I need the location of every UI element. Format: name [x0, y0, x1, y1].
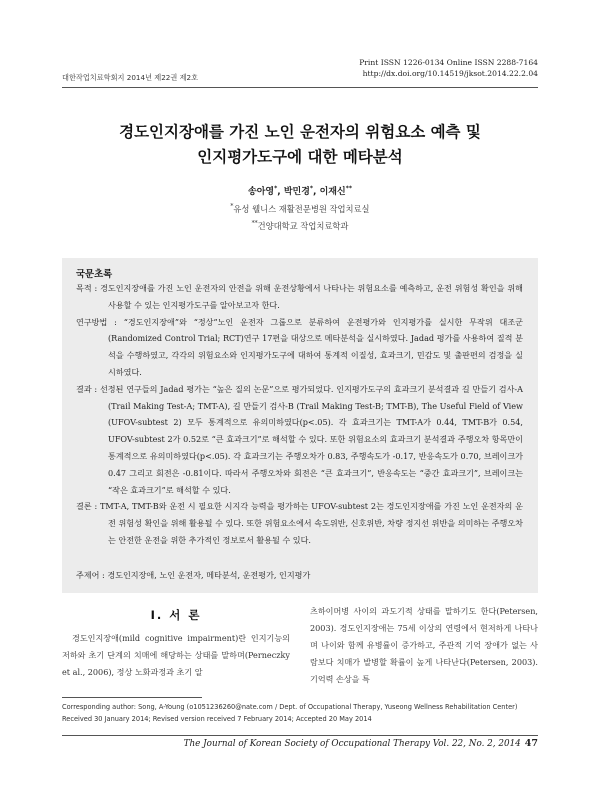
- abstract-methods: 연구방법 : “경도인지장애”와 “정상”노인 운전자 그룹으로 분류하여 운전평가와 인지평가를 실시한 무작위 대조군(Randomized Control Trial; RCT)연구 17편을 대상으로 메타분석을 실시하였다. Jadad 평가를 사용하여 질적 분석을 수행하였고, 각각의 위험요소와 인지평가도구에 대하여 통계적 이질성, 효과크기, 민감도 및 출판편의 검정을 실시하였다.: [76, 316, 523, 377]
- abstract-heading: 국문초록: [76, 269, 113, 280]
- issn-doi-block: [359, 57, 538, 79]
- author-list: [0, 184, 600, 197]
- page-number: 47: [524, 738, 538, 749]
- journal-footer: [184, 738, 538, 749]
- author-2: 박민경: [283, 187, 310, 197]
- affiliation-2: [0, 220, 600, 232]
- affiliation-2-mark: **: [251, 220, 258, 228]
- author-3-mark: **: [345, 185, 352, 192]
- footnote-divider: [62, 697, 202, 698]
- abstract-body: [76, 280, 523, 549]
- title-line-1: 경도인지장애를 가진 노인 운전자의 위험요소 예측 및: [119, 123, 481, 141]
- issn-line: Print ISSN 1226-0134 Online ISSN 2288-7164: [359, 58, 538, 67]
- author-2-mark: *: [309, 185, 314, 192]
- footer-divider: [62, 735, 538, 736]
- abstract-purpose: 목적 : 경도인지장애를 가진 노인 운전자의 안전을 위해 운전상황에서 나타나는 위험요소를 예측하고, 운전 위험성 확인을 위해 사용할 수 있는 인지평가도구를 알아보고자 한다.: [76, 283, 523, 310]
- author-1-mark: *: [274, 185, 278, 192]
- intro-paragraph-right: 츠하이머병 사이의 과도기적 상태를 말하기도 한다(Petersen, 2003). 경도인지장애는 75세 이상의 연령에서 현저하게 나타나며 나이와 함께 유병률이 증가하고, 주관적 기억 장애가 없는 사람보다 치매가 발병할 확률이 높게 나타난다(Petersen, 2003). 기억력 손상을 특: [310, 606, 538, 684]
- footnote: [62, 701, 542, 725]
- title-line-2: 인지평가도구에 대한 메타분석: [197, 148, 403, 166]
- abstract-results: 결과 : 선정된 연구들의 Jadad 평가는 “높은 질의 논문”으로 평가되었다. 인지평가도구의 효과크기 분석결과 길 만들기 검사-A (Trail Making Test-A; TMT-A), 길 만들기 검사-B (Trail Making Test-B; TMT-B), The Useful Field of View (UFOV-subtest 2) 모두 통계적으로 유의미하였다(p<.05). 각 효과크기는 TMT-A가 0.44, TMT-B가 0.54, UFOV-subtest 2가 0.52로 “큰 효과크기”로 해석할 수 있다. 또한 위험요소의 효과크기 분석결과 주행오차 항목만이 통계적으로 유의미하였다(p<.05). 각 효과크기는 주행오차가 0.83, 주행속도가 -0.17, 반응속도가 0.70, 브레이크가 0.47 그리고 회전은 -0.81이다. 따라서 주행오차와 회전은 “큰 효과크기”, 반응속도는 “중간 효과크기”, 브레이크는 “작은 효과크기”로 해석할 수 있다.: [76, 383, 523, 495]
- affiliation-1-text: 유성 웰니스 재활전문병원 작업치료실: [233, 204, 370, 214]
- affiliation-2-text: 건양대학교 작업치료학과: [257, 221, 349, 231]
- received-dates: Received 30 January 2014; Revised version received 7 February 2014; Accepted 20 May 2014: [62, 715, 372, 723]
- abstract-conclusion: 결론 : TMT-A, TMT-B와 운전 시 필요한 시지각 능력을 평가하는 UFOV-subtest 2는 경도인지장애를 가진 노인 운전자의 운전 위험성 확인을 위해 활용될 수 있다. 또한 위험요소에서 속도위반, 신호위반, 차량 정지선 위반을 의미하는 주행오차는 안전한 운전을 위한 추가적인 정보로서 활용될 수 있다.: [76, 501, 523, 545]
- section-title: I. 서 론: [150, 608, 202, 622]
- body-right-column: [310, 603, 538, 688]
- corresponding-author: Corresponding author: Song, A-Young (o1051236260@nate.com / Dept. of Occupational Therapy, Yuseong Wellness Rehabilitation Center): [62, 703, 518, 711]
- intro-paragraph-left: 경도인지장애(mild cognitive impairment)란 인지기능의 저하와 초기 단계의 치매에 해당하는 상태를 말하며(Perneczky et al., 2006), 정상 노화과정과 초기 알: [62, 633, 290, 677]
- affiliation-1-mark: *: [230, 203, 234, 211]
- body-left-column: [62, 603, 290, 681]
- affiliation-1: [0, 203, 600, 215]
- paper-title: [0, 120, 600, 170]
- author-separator: ,: [313, 187, 320, 197]
- author-1: 송아영: [248, 187, 275, 197]
- keywords: 주제어 : 경도인지장애, 노인 운전자, 메타분석, 운전평가, 인지평가: [76, 570, 311, 580]
- author-3: 이재신: [319, 187, 346, 197]
- journal-info: 대한작업치료학회지 2014년 제22권 제2호: [62, 73, 199, 82]
- header-divider: [62, 87, 538, 88]
- author-separator: ,: [277, 187, 284, 197]
- journal-name: The Journal of Korean Society of Occupational Therapy Vol. 22, No. 2, 2014: [183, 739, 521, 749]
- doi-link[interactable]: http://dx.doi.org/10.14519/jksot.2014.22.2.04: [362, 69, 538, 78]
